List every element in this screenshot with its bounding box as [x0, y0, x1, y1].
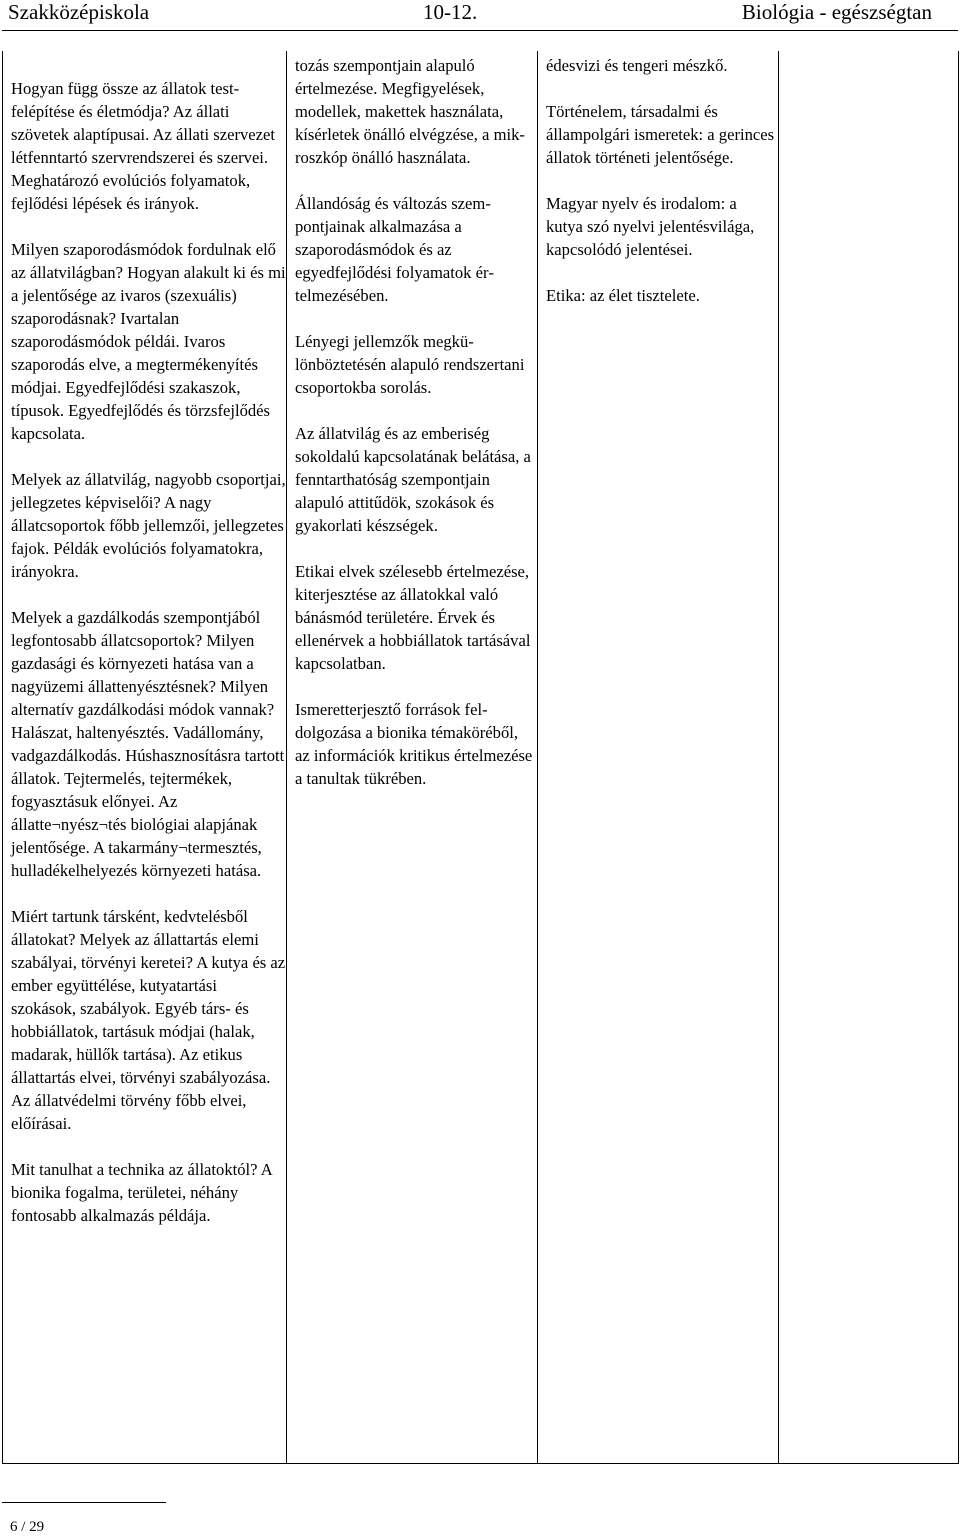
competency-paragraph: Az állatvilág és az emberiség sokoldalú kapcsolatának belátása, a fenntarthatóság szempontjain alapuló attitűdök, szokások és gyakorlati készségek.	[295, 424, 531, 535]
column-connections	[546, 54, 776, 330]
connection-paragraph: Etika: az élet tisztelete.	[546, 286, 700, 305]
table-divider-2	[537, 51, 538, 1463]
header-rule	[2, 30, 958, 31]
topic-paragraph: Hogyan függ össze az állatok testfelépítése és életmódja? Az állati szövetek alaptípusai. Az állati szervezet létfenntartó szervrendszerei és szervei. Meghatározó evolúciós folyamatok, fejlődési lépések és irányok.	[11, 79, 276, 213]
competency-paragraph: Etikai elvek szélesebb értelmezése, kiterjesztése az állatokkal való bánásmód területére. Érvek és ellenérvek a hobbiállatok tartásával kapcsolatban.	[295, 562, 531, 673]
connection-paragraph: édesvizi és tengeri mészkő.	[546, 56, 728, 75]
topic-paragraph: Milyen szaporodásmódok fordulnak elő az állatvilágban? Hogyan alakult ki és mi a jelentősége az ivaros (szexuális) szaporodásnak? Ivartalan szaporodásmódok példái. Ivaros szaporodás elve, a megtermékenyítés módjai. Egyedfejlődési szakaszok, típusok. Egyedfejlődés és törzsfejlődés kapcsolata.	[11, 240, 286, 443]
header-school-type: Szakközépiskola	[8, 0, 150, 24]
table-divider-1	[286, 51, 287, 1463]
competency-paragraph: Ismeretterjesztő források feldolgozása a bionika témaköréből, az információk kritikus értelmezése a tanultak tükrében.	[295, 700, 533, 788]
table-border-left	[2, 51, 3, 1463]
competency-paragraph: Lényegi jellemzők megkülönböztetésén alapuló rendszertani csoportokba sorolás.	[295, 332, 525, 397]
connection-paragraph: Magyar nyelv és irodalom: a kutya szó nyelvi jelentésvilága, kapcsolódó jelentései.	[546, 194, 755, 259]
topic-paragraph: Melyek a gazdálkodás szempontjából legfontosabb állatcsoportok? Milyen gazdasági és környezeti hatása van a nagyüzemi állattenyésztésnek? Milyen alternatív gazdálkodási módok vannak? Halászat, haltenyésztés. Vadállomány, vadgazdálkodás. Húshasznosításra tartott állatok. Tejtermelés, tejtermékek, fogyasztásuk előnyei. Az állatte¬nyész¬tés biológiai alapjának jelentősége. A takarmány¬termesztés, hulladékelhelyezés környezeti hatása.	[11, 608, 285, 880]
header-grade-range: 10-12.	[423, 0, 478, 24]
topic-paragraph: Melyek az állatvilág, nagyobb csoportjai, jellegzetes képviselői? A nagy állatcsoportok főbb jellemzői, jellegzetes fajok. Példák evolúciós folyamatokra, irányokra.	[11, 470, 286, 581]
table-divider-3	[778, 51, 779, 1463]
topic-paragraph: Miért tartunk társként, kedvtelésből állatokat? Melyek az állattartás elemi szabályai, törvényi keretei? A kutya és az ember együttélése, kutyatartási szokások, szabályok. Egyéb társ- és hobbiállatok, tartásuk módjai (halak, madarak, hüllők tartása). Az etikus állattartás elvei, törvényi szabályozása. Az állatvédelmi törvény főbb elvei, előírásai.	[11, 907, 286, 1133]
column-competencies	[295, 54, 535, 813]
competency-paragraph: Állandóság és változás szempontjainak alkalmazása a szaporodásmódok és az egyedfejlődési folyamatok értelmezésében.	[295, 194, 495, 305]
footer-rule	[2, 1502, 166, 1503]
competency-paragraph: tozás szempontjain alapuló értelmezése. Megfigyelések, modellek, makettek használata, kísérletek önálló elvégzése, a mikroszkóp önálló használata.	[295, 56, 525, 167]
connection-paragraph: Történelem, társadalmi és állampolgári ismeretek: a gerinces állatok történeti jelentősége.	[546, 102, 775, 167]
page-number: 6 / 29	[10, 1519, 45, 1535]
topic-paragraph: Mit tanulhat a technika az állatoktól? A bionika fogalma, területei, néhány fontosabb alkalmazás példája.	[11, 1160, 272, 1225]
curriculum-table	[2, 51, 959, 1464]
column-topics	[11, 77, 286, 1250]
header-subject: Biológia - egészségtan	[741, 0, 932, 24]
